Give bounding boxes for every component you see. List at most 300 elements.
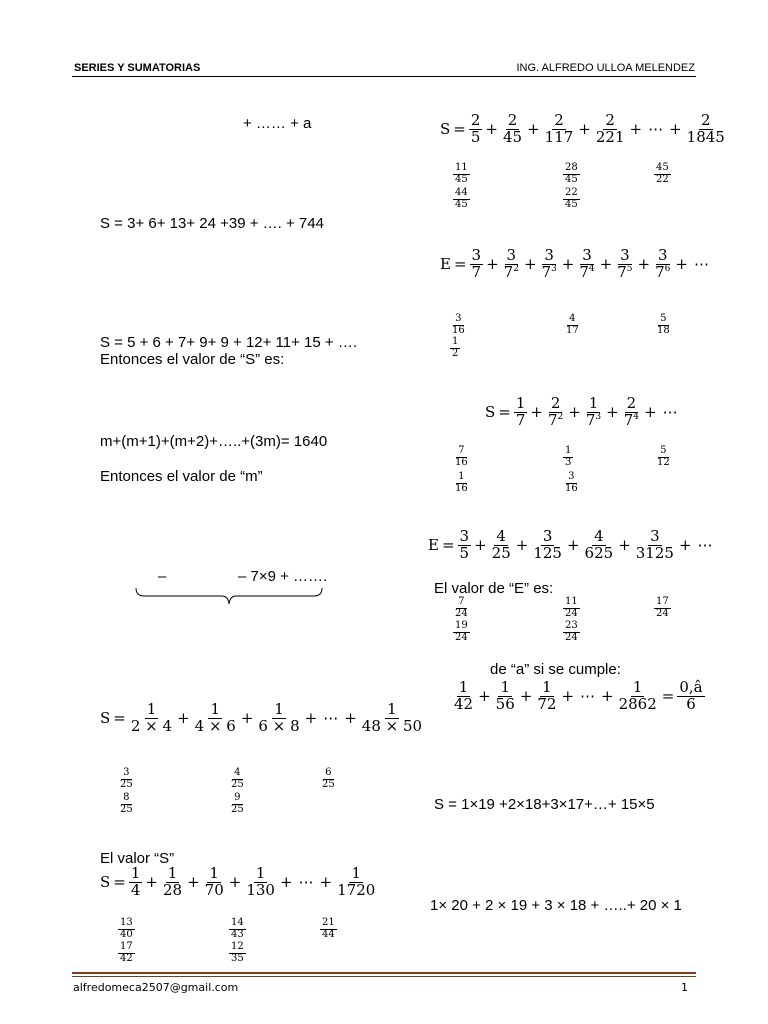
- fraction: [452, 680, 475, 713]
- numerator: 3: [123, 767, 130, 778]
- plus-sign: +: [568, 403, 581, 422]
- numerator: 11: [565, 596, 578, 607]
- exponent: 2: [557, 411, 564, 422]
- ellipsis: ⋯: [648, 120, 664, 139]
- plus-sign: +: [145, 873, 158, 892]
- plus-sign: +: [279, 873, 293, 892]
- numerator: 4: [234, 767, 241, 778]
- plus-sign: +: [566, 536, 580, 555]
- answer-option: [118, 767, 135, 790]
- numerator: 1: [500, 678, 510, 696]
- fraction: [543, 113, 576, 146]
- plus-sign: +: [530, 403, 543, 422]
- answer-option: [453, 620, 470, 643]
- fraction: [490, 529, 513, 562]
- header-rule: [72, 76, 696, 77]
- plus-sign: +: [344, 709, 357, 728]
- numerator: 12: [231, 941, 244, 952]
- denominator: 24: [455, 607, 468, 619]
- fraction: [655, 446, 672, 468]
- numerator: 1: [565, 445, 572, 456]
- numerator: 7: [458, 596, 465, 607]
- answer-option: [118, 917, 135, 940]
- answer-option: [453, 187, 470, 210]
- fraction: [563, 446, 573, 468]
- answer-option: [655, 313, 672, 336]
- denominator: $7^4$: [579, 262, 595, 281]
- denominator: 45: [455, 198, 468, 210]
- denominator: 12: [657, 456, 670, 468]
- plus-sign: +: [601, 687, 614, 706]
- denominator: 28: [162, 880, 183, 899]
- exponent: 3: [595, 411, 602, 422]
- fraction: [229, 793, 246, 815]
- fraction: [453, 472, 470, 494]
- numerator: 3: [459, 527, 470, 545]
- fraction: [320, 918, 337, 940]
- denominator: 24: [565, 631, 578, 643]
- fraction: [229, 918, 246, 940]
- answer-option: [118, 792, 135, 815]
- plus-sign: +: [515, 536, 529, 555]
- footer-rule-thin: [72, 976, 696, 977]
- denominator: 48 × 50: [361, 716, 423, 735]
- fraction: [129, 702, 174, 735]
- numerator: 8: [123, 792, 130, 803]
- fraction: [535, 680, 558, 713]
- denominator: $7^4$: [623, 410, 639, 429]
- fraction: [563, 597, 580, 619]
- plus-sign: +: [304, 709, 318, 728]
- fraction: [469, 113, 483, 146]
- denominator: 17: [566, 324, 579, 336]
- fraction: [564, 314, 581, 336]
- denominator: 1720: [337, 880, 376, 899]
- answer-option: [453, 471, 470, 494]
- fraction: [453, 188, 470, 210]
- numerator: 1: [542, 678, 552, 696]
- problem-r4-question: El valor de “E” es:: [434, 580, 554, 597]
- denominator: 40: [120, 928, 133, 940]
- header-title: SERIES Y SUMATORIAS: [74, 62, 201, 74]
- plus-sign: +: [523, 255, 537, 274]
- fraction: [229, 768, 246, 790]
- denominator: 2862: [618, 694, 657, 713]
- fraction: [583, 529, 616, 562]
- numerator: 3: [506, 246, 517, 264]
- denominator: 25: [120, 803, 133, 815]
- denominator: 25: [491, 543, 511, 562]
- denominator: 6: [686, 694, 696, 713]
- plus-sign: +: [474, 536, 487, 555]
- equation-r5: [452, 680, 705, 713]
- fraction: [256, 702, 301, 735]
- numerator: 3: [620, 246, 630, 264]
- answer-option: [453, 445, 470, 468]
- problem-1-text: + …… + a: [243, 115, 312, 132]
- equation-r3: [485, 396, 681, 429]
- fraction: [677, 680, 704, 713]
- plus-sign: +: [675, 255, 688, 274]
- fraction: [203, 866, 226, 899]
- denominator: 7: [471, 262, 482, 281]
- fraction: [453, 597, 470, 619]
- fraction: [634, 529, 676, 562]
- denominator: 35: [231, 952, 244, 964]
- fraction: [563, 188, 580, 210]
- fraction: [655, 314, 672, 336]
- numerator: 3: [650, 527, 660, 545]
- fraction: [622, 396, 641, 429]
- numerator: 3: [471, 246, 482, 264]
- answer-option: [320, 767, 337, 790]
- fraction: [617, 680, 659, 713]
- answer-option: [654, 596, 671, 619]
- denominator: $7^3$: [585, 410, 602, 429]
- denominator: 5: [459, 543, 470, 562]
- problem-r6-series: S = 1×19 +2×18+3×17+…+ 15×5: [434, 796, 655, 813]
- equation-l2: [100, 866, 377, 899]
- numerator: 1: [255, 864, 266, 882]
- denominator: 5: [470, 127, 481, 146]
- equation-r1: [440, 113, 727, 146]
- fraction: [653, 248, 672, 281]
- exponent: 5: [626, 263, 633, 274]
- denominator: 3: [565, 456, 572, 468]
- problem-2-text: S = 3+ 6+ 13+ 24 +39 + …. + 744: [100, 215, 324, 232]
- equals-sign: =: [453, 120, 466, 139]
- problem-4-equation: m+(m+1)+(m+2)+…..+(3m)= 1640: [100, 433, 328, 450]
- problem-7-label: El valor “S”: [100, 850, 175, 867]
- fraction: [244, 866, 277, 899]
- denominator: 45: [455, 173, 468, 185]
- answer-option: [229, 767, 246, 790]
- numerator: 1: [458, 471, 465, 482]
- numerator: 3: [582, 246, 592, 264]
- denominator: 25: [231, 778, 244, 790]
- fraction: [161, 866, 184, 899]
- numerator: 3: [455, 313, 462, 324]
- numerator: 1: [515, 394, 526, 412]
- denominator: $7^5$: [617, 262, 633, 281]
- numerator: 3: [542, 527, 553, 545]
- footer-page-number: 1: [681, 981, 688, 994]
- answer-option: [655, 445, 672, 468]
- answer-option: [563, 471, 580, 494]
- ellipsis: ⋯: [580, 687, 596, 706]
- equals-sign: =: [498, 403, 511, 422]
- denominator: $7^2$: [503, 262, 519, 281]
- denominator: 24: [656, 607, 669, 619]
- plus-sign: +: [643, 403, 657, 422]
- ellipsis: ⋯: [697, 536, 713, 555]
- denominator: 22: [656, 173, 669, 185]
- problem-r5-question: de “a” si se cumple:: [490, 661, 621, 678]
- fraction: [563, 472, 580, 494]
- fraction: [563, 163, 580, 185]
- numerator: 2: [550, 394, 561, 412]
- fraction: [546, 396, 565, 429]
- equation-l1: [100, 702, 424, 735]
- fraction: [563, 621, 580, 643]
- fraction: [118, 768, 135, 790]
- denominator: 18: [657, 324, 670, 336]
- plus-sign: +: [618, 536, 631, 555]
- fraction: [360, 702, 424, 735]
- plus-sign: +: [486, 255, 499, 274]
- fraction: [501, 113, 524, 146]
- answer-option: [450, 336, 460, 359]
- denominator: 221: [595, 127, 625, 146]
- numerator: 2: [700, 111, 711, 129]
- denominator: 43: [231, 928, 244, 940]
- numerator: 6: [325, 767, 332, 778]
- numerator: 1: [210, 700, 221, 718]
- answer-option: [654, 162, 671, 185]
- denominator: 56: [495, 694, 515, 713]
- plus-sign: +: [629, 120, 643, 139]
- exponent: 4: [588, 263, 595, 274]
- ellipsis: ⋯: [662, 403, 678, 422]
- fraction: [453, 163, 470, 185]
- fraction: [453, 446, 470, 468]
- denominator: $7^3$: [541, 262, 557, 281]
- answer-option: [453, 162, 470, 185]
- numerator: 1: [146, 700, 157, 718]
- numerator: 1: [588, 394, 599, 412]
- plus-sign: +: [637, 255, 651, 274]
- fraction: [335, 866, 377, 899]
- plus-sign: +: [485, 120, 498, 139]
- fraction: [494, 680, 517, 713]
- numerator: 28: [565, 162, 578, 173]
- underbrace: [134, 586, 324, 608]
- numerator: 2: [605, 111, 615, 129]
- numerator: 14: [231, 917, 244, 928]
- equation-r2: [440, 248, 712, 281]
- numerator: 1: [274, 700, 284, 718]
- denominator: $7^2$: [547, 410, 564, 429]
- numerator: 21: [322, 917, 335, 928]
- denominator: 70: [204, 880, 224, 899]
- fraction: [540, 248, 559, 281]
- plus-sign: +: [478, 687, 491, 706]
- numerator: 17: [120, 941, 133, 952]
- plus-sign: +: [561, 687, 575, 706]
- plus-sign: +: [527, 120, 540, 139]
- plus-sign: +: [240, 709, 254, 728]
- problem-3-series: S = 5 + 6 + 7+ 9+ 9 + 12+ 11+ 15 + ….: [100, 334, 358, 351]
- fraction: [654, 597, 671, 619]
- fraction: [470, 248, 484, 281]
- fraction: [514, 396, 528, 429]
- answer-option: [563, 187, 580, 210]
- numerator: 0,â: [679, 678, 703, 696]
- plus-sign: +: [599, 255, 613, 274]
- denominator: 16: [565, 482, 578, 494]
- numerator: 1: [458, 678, 469, 696]
- numerator: 3: [568, 471, 575, 482]
- problem-5-series: – 7×9 + …….: [238, 568, 328, 585]
- ellipsis: ⋯: [323, 709, 339, 728]
- fraction: [193, 702, 238, 735]
- denominator: 42: [120, 952, 133, 964]
- fraction: [320, 768, 337, 790]
- plus-sign: +: [578, 120, 591, 139]
- answer-option: [229, 917, 246, 940]
- denominator: 25: [231, 803, 244, 815]
- numerator: 3: [657, 246, 668, 264]
- ellipsis: ⋯: [298, 873, 314, 892]
- fraction: [584, 396, 603, 429]
- fraction: [685, 113, 727, 146]
- numerator: 2: [470, 111, 481, 129]
- problem-5-dash: –: [158, 568, 167, 585]
- equals-sign: =: [453, 255, 467, 274]
- problem-r7-series: 1× 20 + 2 × 19 + 3 × 18 + …..+ 20 × 1: [430, 897, 682, 914]
- answer-option: [563, 620, 580, 643]
- footer-email: alfredomeca2507@gmail.com: [73, 981, 239, 994]
- numerator: 2: [507, 111, 518, 129]
- exponent: 6: [664, 263, 671, 274]
- numerator: 4: [594, 527, 604, 545]
- fraction: [531, 529, 564, 562]
- denominator: 44: [322, 928, 335, 940]
- fraction: [615, 248, 634, 281]
- denominator: 72: [537, 694, 557, 713]
- plus-sign: +: [177, 709, 190, 728]
- numerator: 4: [496, 527, 506, 545]
- exponent: 3: [551, 263, 557, 274]
- denominator: 2: [452, 347, 459, 359]
- series-variable: S: [100, 873, 111, 892]
- equals-sign: =: [661, 687, 675, 706]
- numerator: 1: [130, 864, 141, 882]
- answer-option: [563, 445, 573, 468]
- denominator: 45: [565, 173, 578, 185]
- numerator: 7: [458, 445, 465, 456]
- series-variable: S: [440, 120, 451, 139]
- denominator: 25: [322, 778, 335, 790]
- plus-sign: +: [519, 687, 533, 706]
- denominator: 125: [533, 543, 562, 562]
- fraction: [654, 163, 671, 185]
- fraction: [594, 113, 627, 146]
- numerator: 1: [209, 864, 219, 882]
- equation-r4: [428, 529, 716, 562]
- equals-sign: =: [441, 536, 455, 555]
- numerator: 1: [632, 678, 643, 696]
- answer-option: [320, 917, 337, 940]
- numerator: 19: [455, 620, 468, 631]
- fraction: [458, 529, 472, 562]
- denominator: 16: [452, 324, 465, 336]
- denominator: 25: [120, 778, 133, 790]
- numerator: 1: [387, 700, 397, 718]
- header-author: ING. ALFREDO ULLOA MELENDEZ: [516, 62, 695, 74]
- denominator: 2 × 4: [130, 716, 173, 735]
- denominator: 625: [584, 543, 614, 562]
- denominator: 130: [246, 880, 275, 899]
- plus-sign: +: [606, 403, 619, 422]
- numerator: 45: [656, 162, 669, 173]
- fraction: [450, 314, 467, 336]
- denominator: 16: [455, 456, 468, 468]
- footer-rule-thick: [72, 972, 696, 974]
- denominator: 24: [455, 631, 468, 643]
- denominator: 42: [454, 694, 474, 713]
- denominator: 24: [565, 607, 578, 619]
- numerator: 5: [660, 445, 667, 456]
- plus-sign: +: [187, 873, 200, 892]
- plus-sign: +: [678, 536, 692, 555]
- exponent: 2: [513, 263, 519, 274]
- plus-sign: +: [319, 873, 333, 892]
- fraction: [118, 918, 135, 940]
- equals-sign: =: [113, 873, 126, 892]
- denominator: 6 × 8: [258, 716, 300, 735]
- denominator: 7: [515, 410, 526, 429]
- numerator: 2: [626, 394, 637, 412]
- fraction: [502, 248, 521, 281]
- series-variable: E: [428, 536, 439, 555]
- numerator: 1: [167, 864, 178, 882]
- answer-option: [118, 941, 135, 964]
- numerator: 1: [452, 336, 459, 347]
- numerator: 2: [554, 111, 564, 129]
- denominator: $7^6$: [655, 262, 671, 281]
- fraction: [118, 793, 135, 815]
- series-variable: E: [440, 255, 451, 274]
- exponent: 4: [633, 411, 639, 422]
- numerator: 5: [660, 313, 667, 324]
- denominator: 4: [130, 880, 141, 899]
- numerator: 23: [565, 620, 578, 631]
- denominator: 45: [565, 198, 578, 210]
- numerator: 13: [120, 917, 133, 928]
- numerator: 44: [455, 187, 468, 198]
- denominator: 4 × 6: [194, 716, 236, 735]
- denominator: 1845: [686, 127, 725, 146]
- ellipsis: ⋯: [693, 255, 709, 274]
- numerator: 1: [351, 864, 361, 882]
- numerator: 11: [455, 162, 468, 173]
- answer-option: [563, 596, 580, 619]
- plus-sign: +: [228, 873, 242, 892]
- answer-option: [453, 596, 470, 619]
- plus-sign: +: [669, 120, 682, 139]
- equals-sign: =: [113, 709, 126, 728]
- fraction: [118, 942, 135, 964]
- fraction: [450, 337, 460, 359]
- problem-4-question: Entonces el valor de “m”: [100, 468, 263, 485]
- problem-3-question: Entonces el valor de “S” es:: [100, 351, 285, 368]
- answer-option: [229, 941, 246, 964]
- answer-option: [229, 792, 246, 815]
- series-variable: S: [100, 709, 111, 728]
- fraction: [129, 866, 143, 899]
- denominator: 45: [502, 127, 523, 146]
- numerator: 3: [544, 246, 554, 264]
- numerator: 9: [234, 792, 241, 803]
- answer-option: [564, 313, 581, 336]
- denominator: 16: [455, 482, 468, 494]
- numerator: 4: [569, 313, 576, 324]
- fraction: [229, 942, 246, 964]
- denominator: 117: [544, 127, 574, 146]
- denominator: 3125: [635, 543, 674, 562]
- answer-option: [563, 162, 580, 185]
